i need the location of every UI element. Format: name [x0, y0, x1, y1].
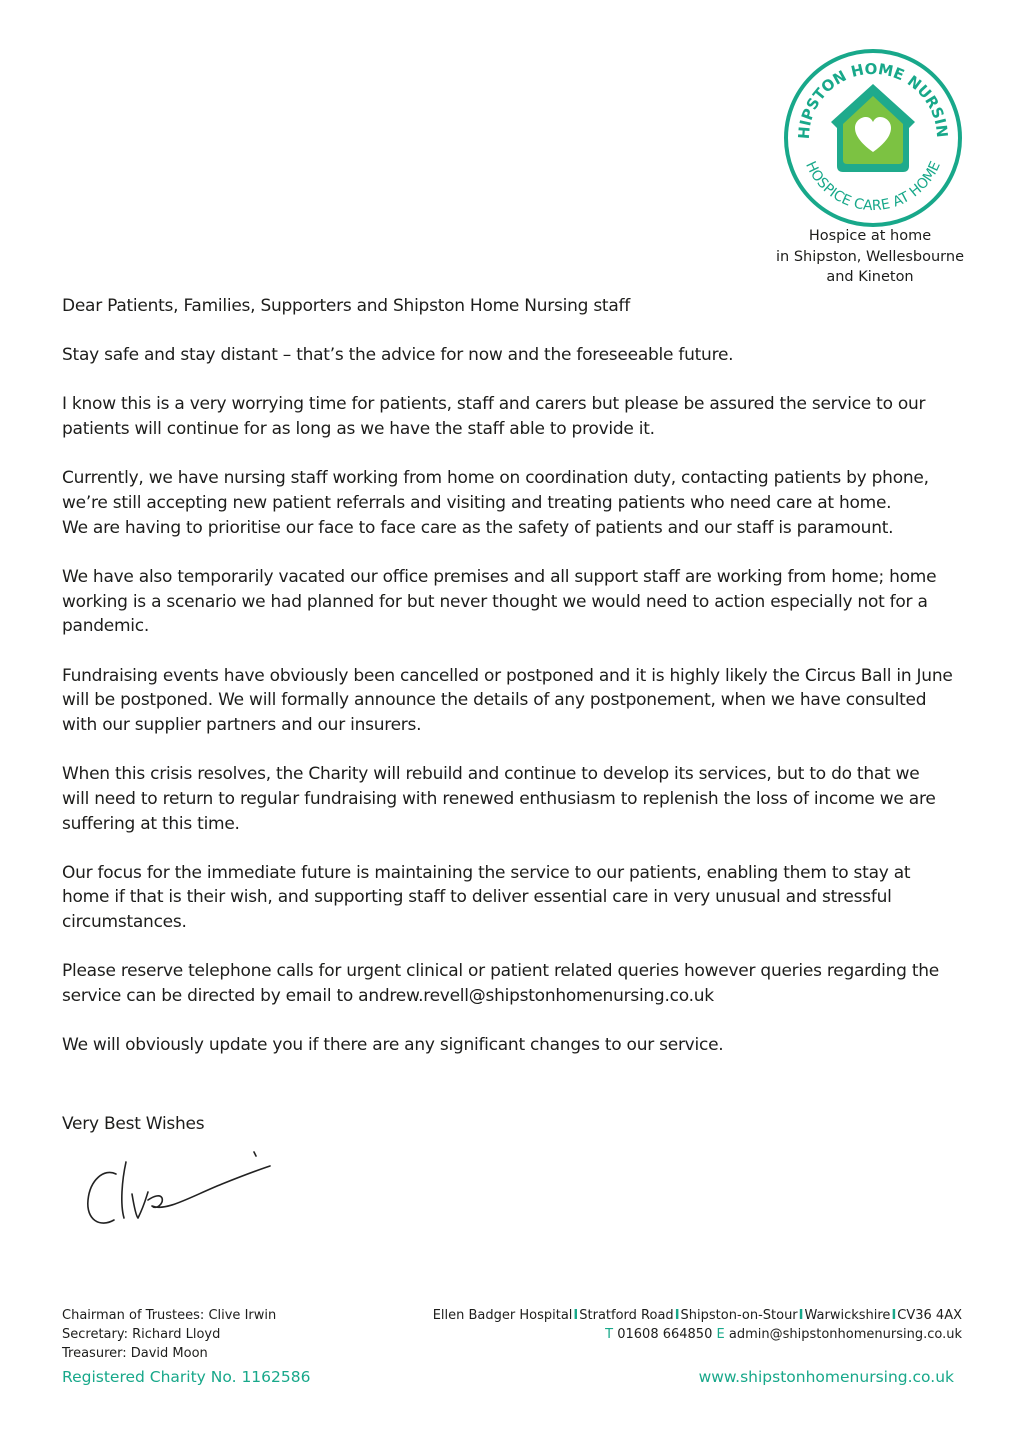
- paragraph-line: with our supplier partners and our insurers.: [62, 714, 422, 735]
- shipston-home-nursing-logo: [783, 48, 963, 228]
- paragraph-line: circumstances.: [62, 912, 187, 933]
- paragraph: [62, 343, 992, 368]
- tagline-line: in Shipston, Wellesbourne: [776, 248, 964, 265]
- separator: I: [674, 1308, 680, 1323]
- paragraph-line: working is a scenario we had planned for but never thought we would need to action especially not for a: [62, 591, 928, 612]
- paragraph-line: patients will continue for as long as we have the staff able to provide it.: [62, 419, 655, 440]
- officer-line: Secretary: Richard Lloyd: [62, 1327, 221, 1342]
- paragraph-line: Dear Patients, Families, Supporters and Shipston Home Nursing staff: [62, 296, 630, 316]
- paragraph-line: Stay safe and stay distant – that’s the advice for now and the foreseeable future.: [62, 345, 734, 366]
- email-address[interactable]: admin@shipstonhomenursing.co.uk: [728, 1327, 962, 1342]
- charity-number: Registered Charity No. 1162586: [62, 1368, 311, 1386]
- logo-arc-top: HIPSTON HOME NURSIN: [794, 59, 952, 140]
- officers-list: [62, 1306, 276, 1363]
- address-part: Ellen Badger Hospital: [432, 1308, 573, 1323]
- house-heart-icon: [831, 84, 915, 172]
- paragraph-line: home if that is their wish, and supporting staff to deliver essential care in very unusual and stressful: [62, 887, 892, 908]
- closing-salutation: Very Best Wishes: [62, 1114, 205, 1134]
- website-link[interactable]: www.shipstonhomenursing.co.uk: [698, 1368, 954, 1386]
- paragraph-line: When this crisis resolves, the Charity will rebuild and continue to develop its services, but to do that we: [62, 764, 920, 785]
- paragraph: [62, 466, 992, 540]
- paragraph-line: service can be directed by email to andrew.revell@shipstonhomenursing.co.uk: [62, 986, 714, 1007]
- separator: I: [573, 1308, 579, 1323]
- logo-arc-bottom: HOSPICE CARE AT HOME: [802, 158, 944, 215]
- paragraph: [62, 762, 992, 836]
- phone-label: T: [605, 1327, 614, 1342]
- separator: I: [798, 1308, 804, 1323]
- separator: I: [891, 1308, 897, 1323]
- officer-line: Treasurer: David Moon: [62, 1346, 208, 1361]
- paragraph-line: suffering at this time.: [62, 813, 240, 834]
- paragraph: [62, 565, 992, 639]
- letter-body: [62, 294, 992, 1082]
- email-label: E: [716, 1327, 725, 1342]
- phone-number: 01608 664850: [617, 1327, 713, 1342]
- paragraph: [62, 1033, 992, 1058]
- tagline-line: Hospice at home: [808, 228, 932, 244]
- contact-line: [433, 1325, 962, 1344]
- paragraph: [62, 959, 992, 1008]
- address-part: Warwickshire: [804, 1308, 891, 1323]
- paragraph-line: Fundraising events have obviously been cancelled or postponed and it is highly likely the Circus Ball in June: [62, 665, 953, 686]
- officer-line: Chairman of Trustees: Clive Irwin: [62, 1308, 277, 1323]
- paragraph-line: We will obviously update you if there are any significant changes to our service.: [62, 1035, 724, 1056]
- paragraph-line: pandemic.: [62, 616, 150, 637]
- paragraph: [62, 392, 992, 441]
- address-part: Shipston-on-Stour: [680, 1308, 798, 1323]
- contact-address: [433, 1306, 962, 1344]
- paragraph-line: I know this is a very worrying time for patients, staff and carers but please be assured the service to our: [62, 394, 926, 415]
- paragraph-line: We have also temporarily vacated our office premises and all support staff are working from home; home: [62, 566, 937, 587]
- paragraph-line: we’re still accepting new patient referrals and visiting and treating patients who need care at home.: [62, 493, 892, 514]
- address-part: CV36 4AX: [897, 1308, 962, 1323]
- paragraph-line: will be postponed. We will formally announce the details of any postponement, when we have consulted: [62, 690, 927, 711]
- paragraph: [62, 294, 992, 319]
- paragraph: [62, 664, 992, 738]
- paragraph-line: Our focus for the immediate future is maintaining the service to our patients, enabling them to stay at: [62, 862, 911, 883]
- paragraph-line: We are having to prioritise our face to face care as the safety of patients and our staff is paramount.: [62, 517, 894, 538]
- address-part: Stratford Road: [579, 1308, 674, 1323]
- tagline-line: and Kineton: [826, 269, 914, 285]
- address-line: [433, 1306, 962, 1325]
- paragraph-line: Currently, we have nursing staff working from home on coordination duty, contacting patients by phone,: [62, 468, 929, 489]
- paragraph-line: will need to return to regular fundraising with renewed enthusiasm to replenish the loss of income we are: [62, 788, 936, 809]
- paragraph: [62, 861, 992, 935]
- handwritten-signature: [82, 1150, 282, 1240]
- tagline: [770, 226, 970, 288]
- paragraph-line: Please reserve telephone calls for urgent clinical or patient related queries however queries regarding the: [62, 961, 939, 982]
